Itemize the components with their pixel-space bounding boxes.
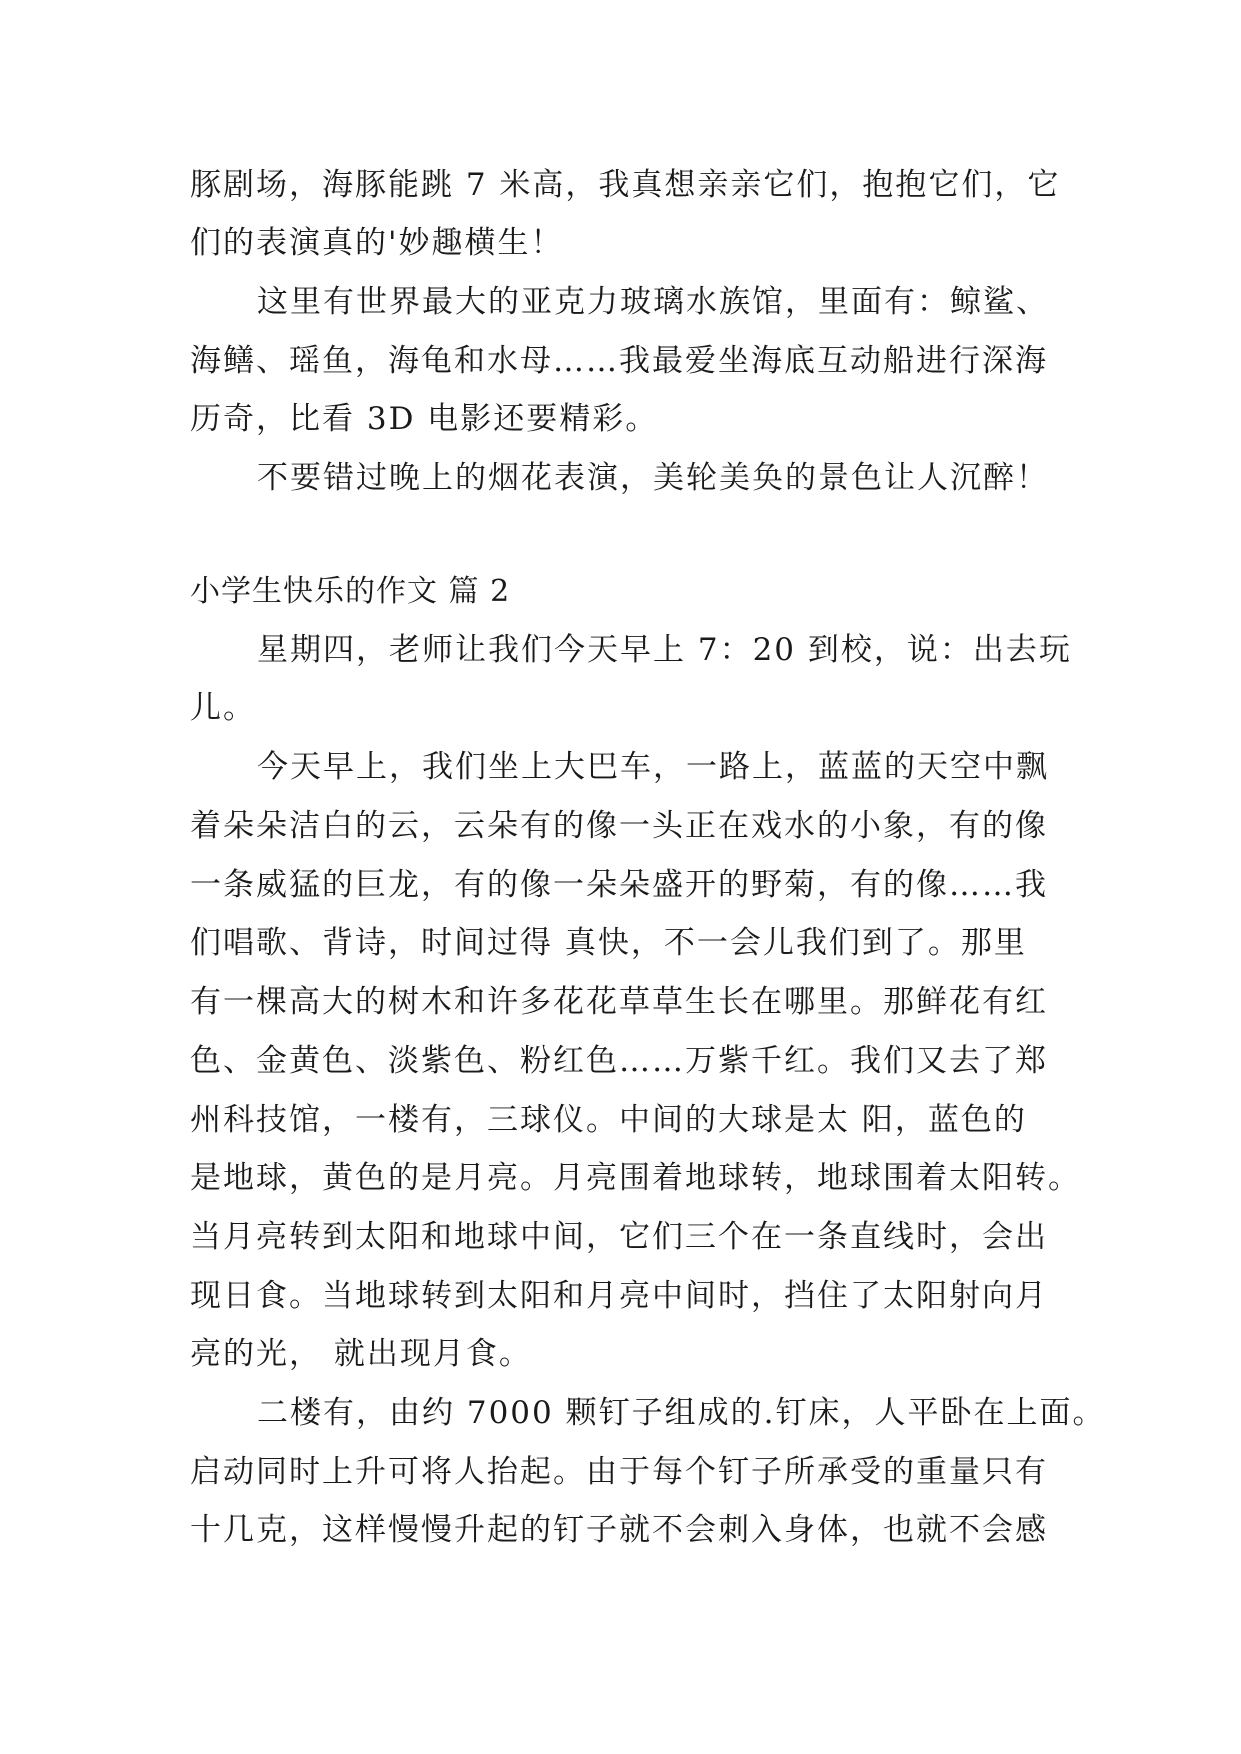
paragraph-start: 今天早上，我们坐上大巴车，一路上，蓝蓝的天空中飘 <box>257 749 1049 785</box>
paragraph-start: 星期四，老师让我们今天早上 7：20 到校，说：出去玩 <box>257 632 1072 668</box>
text-line: 启动同时上升可将人抬起。由于每个钉子所承受的重量只有 <box>190 1454 1048 1490</box>
text-line: 亮的光， 就出现月食。 <box>190 1336 532 1372</box>
text-line: 历奇，比看 3D 电影还要精彩。 <box>190 401 659 437</box>
text-line: 州科技馆，一楼有，三球仪。中间的大球是太 阳，蓝色的 <box>190 1102 1027 1138</box>
text-line: 当月亮转到太阳和地球中间，它们三个在一条直线时，会出 <box>190 1219 1048 1255</box>
paragraph-start: 不要错过晚上的烟花表演，美轮美奂的景色让人沉醉！ <box>257 460 1049 496</box>
paragraph-start: 这里有世界最大的亚克力玻璃水族馆，里面有：鲸鲨、 <box>257 284 1049 320</box>
text-line: 儿。 <box>190 690 256 726</box>
text-line: 着朵朵洁白的云，云朵有的像一头正在戏水的小象，有的像 <box>190 808 1048 844</box>
section-heading: 小学生快乐的作文 篇 2 <box>190 574 511 609</box>
text-line: 们的表演真的'妙趣横生！ <box>190 225 564 261</box>
text-line: 色、金黄色、淡紫色、粉红色……万紫千红。我们又去了郑 <box>190 1043 1048 1079</box>
text-line: 们唱歌、背诗，时间过得 真快，不一会儿我们到了。那里 <box>190 925 1027 961</box>
text-line: 是地球，黄色的是月亮。月亮围着地球转，地球围着太阳转。 <box>190 1160 1081 1196</box>
text-line: 现日食。当地球转到太阳和月亮中间时，挡住了太阳射向月 <box>190 1278 1048 1314</box>
text-line: 豚剧场，海豚能跳 7 米高，我真想亲亲它们，抱抱它们，它 <box>190 167 1061 203</box>
text-line: 海鳝、瑶鱼，海龟和水母……我最爱坐海底互动船进行深海 <box>190 343 1048 379</box>
paragraph-start: 二楼有，由约 7000 颗钉子组成的.钉床，人平卧在上面。 <box>257 1395 1106 1431</box>
text-line: 有一棵高大的树木和许多花花草草生长在哪里。那鲜花有红 <box>190 984 1048 1020</box>
text-line: 十几克，这样慢慢升起的钉子就不会刺入身体，也就不会感 <box>190 1512 1048 1548</box>
text-line: 一条威猛的巨龙，有的像一朵朵盛开的野菊，有的像……我 <box>190 867 1048 903</box>
